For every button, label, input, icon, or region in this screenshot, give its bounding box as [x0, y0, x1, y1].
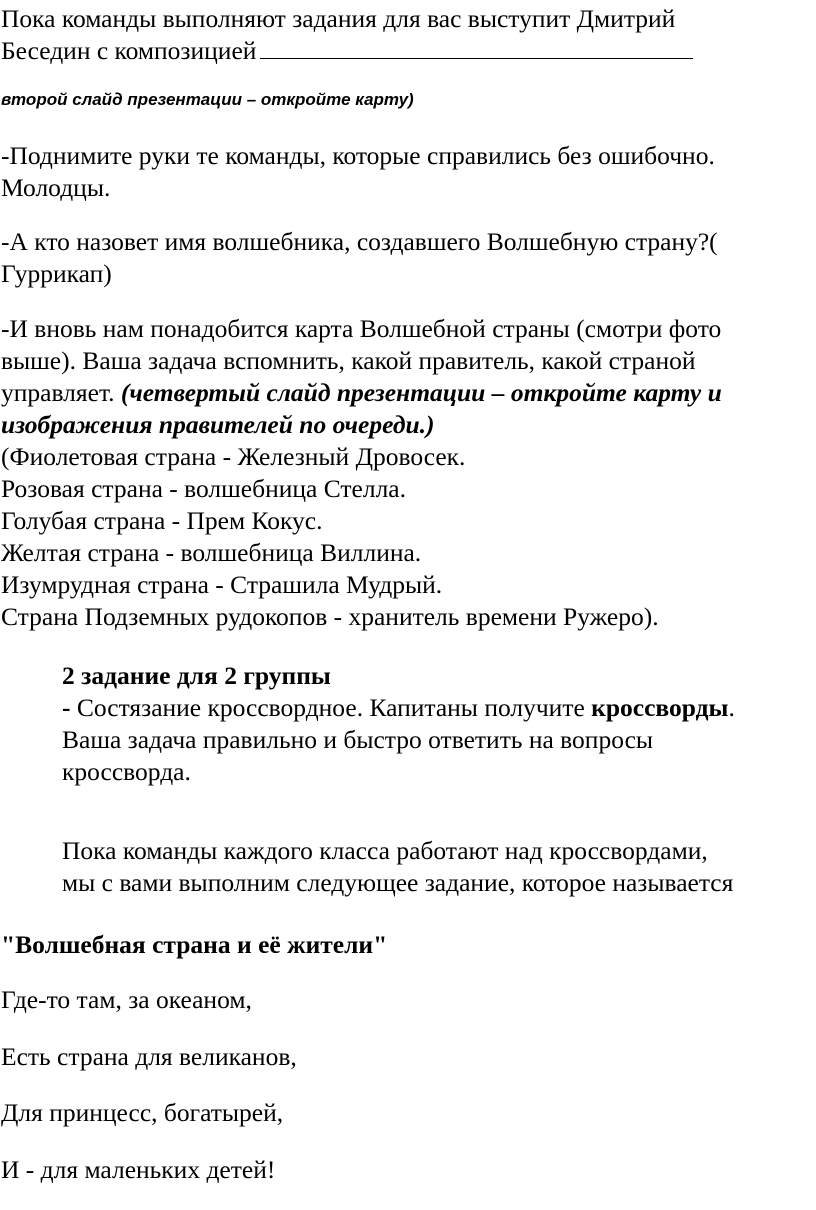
task-2-block [62, 660, 810, 788]
hands-line-2: Молодцы. [1, 173, 111, 202]
task-2-line-1-text: Состязание кроссвордное. Капитаны получите [76, 693, 592, 722]
slide-4-note-cont: изображения правителей по очереди.) [1, 410, 435, 439]
task-2-period: . [728, 693, 735, 722]
intro-paragraph [1, 3, 811, 67]
ruler-item: Желтая страна - волшебница Виллина. [1, 538, 422, 567]
while-working-paragraph [62, 835, 810, 899]
task-2-dash: - [62, 693, 77, 722]
while-working-line-2: мы с вами выполним следующее задание, которое называется [62, 868, 734, 897]
poem-line: И - для маленьких детей! [1, 1155, 276, 1184]
crosswords-word: кроссворды [591, 693, 729, 722]
wizard-line-1: -А кто назовет имя волшебника, создавшего Волшебную страну?( [1, 227, 718, 256]
map-line-1: -И вновь нам понадобится карта Волшебной страны (смотри фото [1, 314, 722, 343]
task-2-line-3: кроссворда. [62, 757, 191, 786]
hands-line-1: -Поднимите руки те команды, которые справились без ошибочно. [1, 141, 715, 170]
intro-line-2-text: Беседин с композицией [1, 36, 257, 65]
hands-paragraph [1, 140, 811, 204]
intro-line-2 [1, 35, 811, 67]
task-2-line-2: Ваша задача правильно и быстро ответить на вопросы [62, 725, 654, 754]
while-working-line-1: Пока команды каждого класса работают над кроссвордами, [62, 836, 708, 865]
slide-2-note: второй слайд презентации – откройте карту) [1, 90, 414, 109]
map-line-2: выше). Ваша задача вспомнить, какой правитель, какой страной [1, 346, 696, 375]
ruler-item: (Фиолетовая страна - Железный Дровосек. [1, 442, 466, 471]
task-2-line-1 [62, 692, 810, 724]
ruler-item: Изумрудная страна - Страшила Мудрый. [1, 570, 443, 599]
rulers-list [1, 441, 811, 633]
map-line-3 [1, 377, 811, 409]
section-title: "Волшебная страна и её жители" [1, 930, 388, 959]
poem-line: Есть страна для великанов, [1, 1042, 297, 1071]
wizard-question [1, 226, 811, 290]
slide-4-note: (четвертый слайд презентации – откройте карту и [120, 378, 722, 407]
map-line-3-text: управляет. [1, 378, 121, 407]
fill-in-blank [260, 57, 693, 59]
ruler-item: Страна Подземных рудокопов - хранитель времени Ружеро). [1, 602, 659, 631]
ruler-item: Голубая страна - Прем Кокус. [1, 506, 323, 535]
ruler-item: Розовая страна - волшебница Стелла. [1, 474, 406, 503]
wizard-line-2: Гуррикап) [1, 259, 112, 288]
poem-line: Для принцесс, богатырей, [1, 1098, 284, 1127]
intro-line-1: Пока команды выполняют задания для вас выступит Дмитрий [1, 4, 676, 33]
poem-line: Где-то там, за океаном, [1, 985, 252, 1014]
map-paragraph [1, 313, 811, 441]
task-2-heading: 2 задание для 2 группы [62, 661, 331, 690]
